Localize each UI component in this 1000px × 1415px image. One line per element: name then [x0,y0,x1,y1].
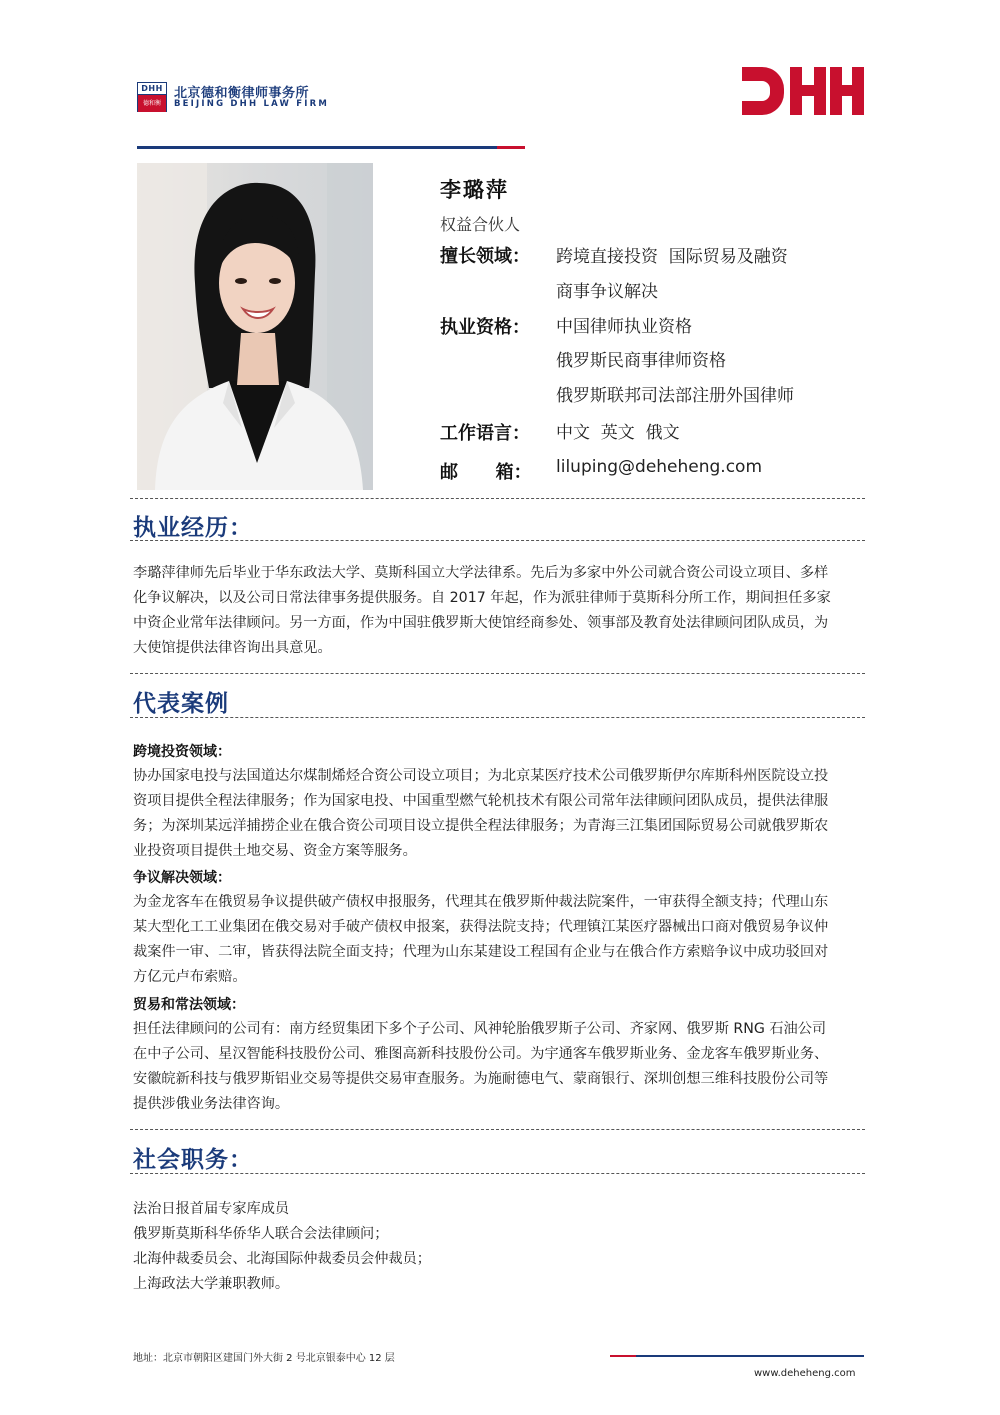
text-line: 某大型化工工业集团在俄交易对手破产债权申报案，获得法院支持；代理镇江某医疗器械出口商对俄贸易争议仲 [133,919,829,935]
text-line: 在中子公司、星汉智能科技股份公司、雅图高新科技股份公司。为宇通客车俄罗斯业务、金龙客车俄罗斯业务、 [133,1046,829,1062]
text-line: 资项目提供全程法律服务；作为国家电投、中国重型燃气轮机技术有限公司常年法律顾问团队成员，提供法律服 [133,793,829,809]
divider [130,498,865,499]
footer-rule-blue [636,1355,864,1357]
experience-text [133,561,868,661]
text-line: 担任法律顾问的公司有：南方经贸集团下多个子公司、风神轮胎俄罗斯子公司、齐家网、俄罗斯 RNG 石油公司 [133,1021,827,1037]
text-line: 提供涉俄业务法律咨询。 [133,1096,290,1112]
text-line: 化争议解决，以及公司日常法律事务提供服务。自 2017 年起，作为派驻律师于莫斯科分所工作，期间担任多家 [133,590,831,606]
social-heading: 社会职务： [133,1147,253,1173]
language-value: 中文 英文 俄文 [556,423,680,443]
firm-name-en: BEIJING DHH LAW FIRM [174,99,329,109]
text-line: 中资企业常年法律顾问。另一方面，作为中国驻俄罗斯大使馆经商参处、领事部及教育处法律顾问团队成员，为 [133,615,829,631]
text-line: 务；为深圳某远洋捕捞企业在俄合资公司项目设立提供全程法律服务；为青海三江集团国际贸易公司就俄罗斯农 [133,818,829,834]
brand-logo-icon [740,65,864,117]
logo-bottom-text: 德和衡 [138,95,166,112]
dispute-text [133,890,868,990]
divider [130,1129,865,1130]
portrait-photo [137,163,373,490]
qualification-line: 中国律师执业资格 [556,317,692,337]
footer-address: 地址：北京市朝阳区建国门外大街 2 号北京银泰中心 12 层 [133,1353,395,1364]
social-item: 上海政法大学兼职教师。 [133,1276,290,1292]
header-rule-red [497,146,525,149]
qualification-line: 俄罗斯联邦司法部注册外国律师 [556,386,794,406]
trade-text [133,1017,868,1117]
lawyer-title: 权益合伙人 [440,215,521,234]
social-item: 俄罗斯莫斯科华侨华人联合会法律顾问； [133,1226,389,1242]
text-line: 协办国家电投与法国道达尔煤制烯烃合资公司设立项目；为北京某医疗技术公司俄罗斯伊尔库斯科州医院设立投 [133,768,829,784]
cross-border-text [133,764,868,864]
firm-logo [137,82,167,112]
text-line: 业投资项目提供土地交易、资金方案等服务。 [133,843,417,859]
text-line: 李璐萍律师先后毕业于华东政法大学、莫斯科国立大学法律系。先后为多家中外公司就合资公司设立项目、多样 [133,565,829,581]
lawyer-name: 李璐萍 [440,178,509,202]
social-item: 法治日报首届专家库成员 [133,1201,290,1217]
text-line: 安徽皖新科技与俄罗斯铝业交易等提供交易审查服务。为施耐德电气、蒙商银行、深圳创想三维科技股份公司等 [133,1071,829,1087]
text-line: 为金龙客车在俄贸易争议提供破产债权申报服务，代理其在俄罗斯仲裁法院案件，一审获得全额支持；代理山东 [133,894,829,910]
text-line: 裁案件一审、二审，皆获得法院全面支持；代理为山东某建设工程国有企业与在俄合作方索赔争议中成功驳回对 [133,944,829,960]
footer-rule-red [610,1355,636,1357]
experience-heading: 执业经历： [133,515,253,541]
divider [130,717,865,718]
header-rule-blue [137,146,497,149]
footer-website-link[interactable]: www.deheheng.com [754,1368,856,1379]
expertise-line: 商事争议解决 [556,282,658,302]
cases-heading: 代表案例 [133,691,229,717]
divider [130,1173,865,1174]
language-label: 工作语言： [440,423,530,444]
email-link[interactable]: liluping@deheheng.com [556,457,763,477]
divider [130,540,865,541]
text-line: 方亿元卢布索赔。 [133,969,247,985]
dispute-heading: 争议解决领域： [133,870,231,886]
expertise-label: 擅长领域： [440,246,530,267]
divider [130,673,865,674]
firm-name-cn: 北京德和衡律师事务所 [174,86,310,101]
expertise-line: 跨境直接投资 国际贸易及融资 [556,247,788,267]
logo-top-text: DHH [138,83,166,94]
cross-border-heading: 跨境投资领域： [133,744,231,760]
social-item: 北海仲裁委员会、北海国际仲裁委员会仲裁员； [133,1251,431,1267]
text-line: 大使馆提供法律咨询出具意见。 [133,640,332,656]
trade-heading: 贸易和常法领域： [133,997,245,1013]
qualification-line: 俄罗斯民商事律师资格 [556,351,726,371]
email-label: 邮 箱： [440,462,532,483]
qualification-label: 执业资格： [440,317,530,338]
